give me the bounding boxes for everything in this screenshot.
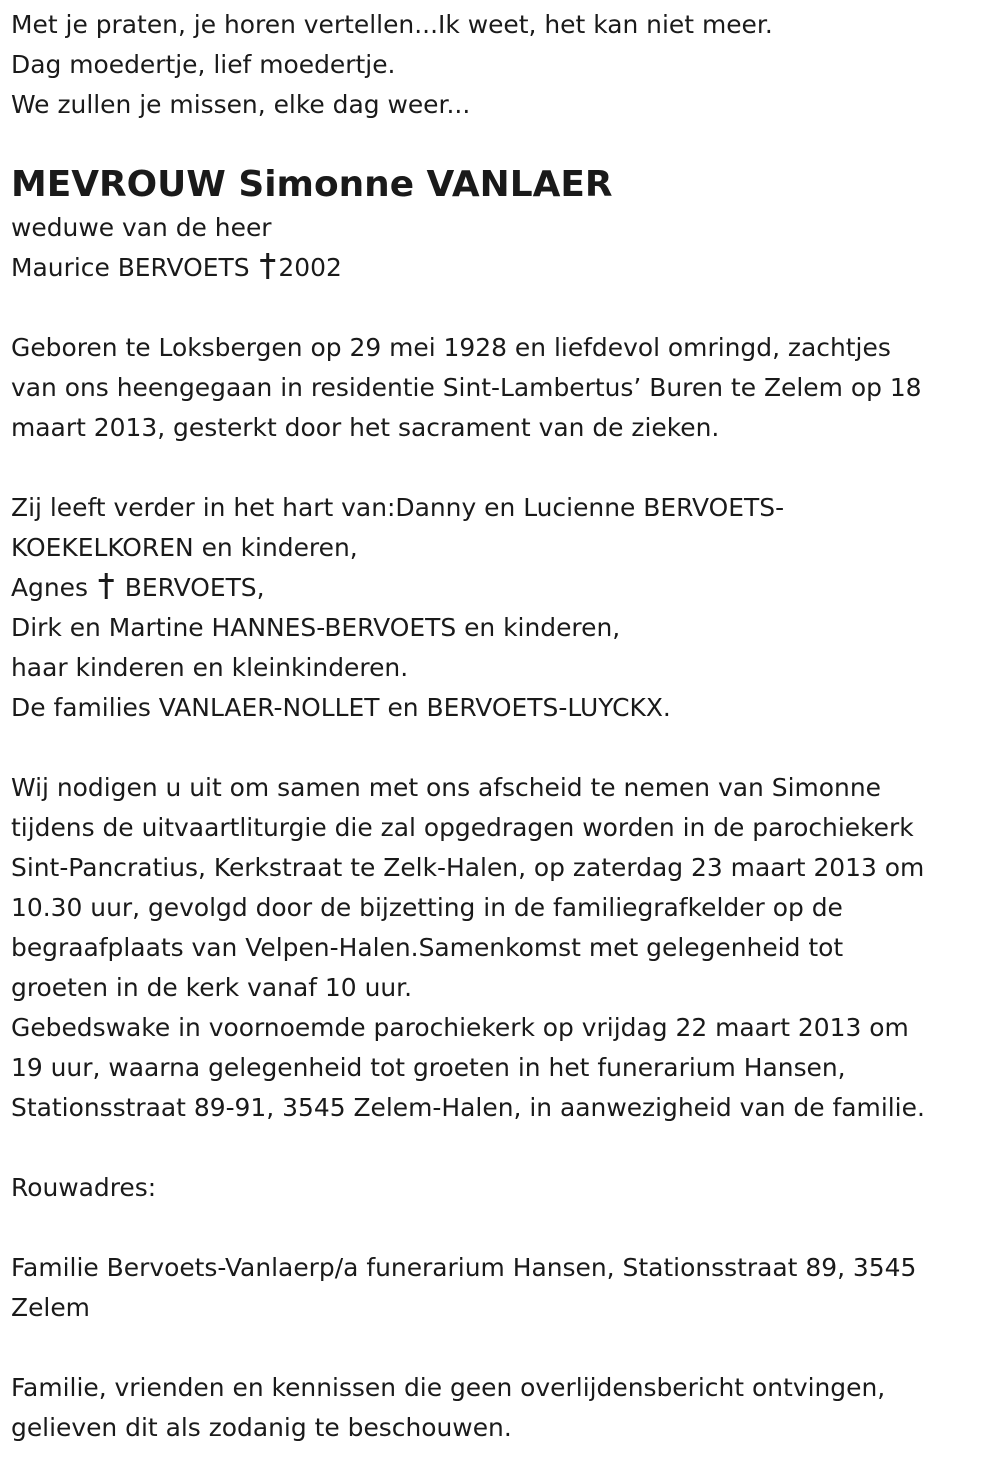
invitation-line: 10.30 uur, gevolgd door de bijzetting in de familiegrafkelder op de (11, 893, 843, 922)
invitation-line: Wij nodigen u uit om samen met ons afscheid te nemen van Simonne (11, 773, 881, 802)
cross-icon (98, 573, 114, 599)
spacer (11, 288, 996, 328)
rouwadres-line: Zelem (11, 1293, 90, 1322)
agnes-first-name: Agnes (11, 573, 89, 602)
poem-line: Met je praten, je horen vertellen...Ik weet, het kan niet meer. (11, 10, 773, 39)
invitation-line: tijdens de uitvaartliturgie die zal opgedragen worden in de parochiekerk (11, 813, 914, 842)
survivors-line: De families VANLAER-NOLLET en BERVOETS-LUYCKX. (11, 693, 671, 722)
spouse-name: Maurice BERVOETS (11, 253, 250, 282)
survivors-line: Zij leeft verder in het hart van:Danny en Lucienne BERVOETS- (11, 493, 785, 522)
invitation-line: groeten in de kerk vanaf 10 uur. (11, 973, 413, 1002)
invitation-line: Stationsstraat 89-91, 3545 Zelem-Halen, in aanwezigheid van de familie. (11, 1093, 925, 1122)
rouwadres-line: Familie Bervoets-Vanlaerp/a funerarium Hansen, Stationsstraat 89, 3545 (11, 1253, 917, 1282)
agnes-last-name: BERVOETS, (124, 573, 265, 602)
invitation-line: Sint-Pancratius, Kerkstraat te Zelk-Halen, op zaterdag 23 maart 2013 om (11, 853, 925, 882)
birth-death-line: maart 2013, gesterkt door het sacrament van de zieken. (11, 413, 720, 442)
poem-line: We zullen je missen, elke dag weer... (11, 90, 471, 119)
survivors-line-agnes (11, 568, 993, 608)
invitation-line: begraafplaats van Velpen-Halen.Samenkomst met gelegenheid tot (11, 933, 844, 962)
survivors-line: Dirk en Martine HANNES-BERVOETS en kinderen, (11, 613, 621, 642)
survivors-line: haar kinderen en kleinkinderen. (11, 653, 409, 682)
spouse-intro: weduwe van de heer (11, 213, 272, 242)
cross-icon (259, 253, 275, 279)
spacer (11, 728, 996, 768)
invitation-line: 19 uur, waarna gelegenheid tot groeten in het funerarium Hansen, (11, 1053, 846, 1082)
spacer (11, 448, 996, 488)
spouse-death-year: 2002 (278, 253, 342, 282)
survivors-line: KOEKELKOREN en kinderen, (11, 533, 358, 562)
rouwadres-label: Rouwadres: (11, 1173, 157, 1202)
spacer (11, 1328, 996, 1368)
birth-death-line: van ons heengegaan in residentie Sint-Lambertus’ Buren te Zelem op 18 (11, 373, 922, 402)
deceased-name: MEVROUW Simonne VANLAER (11, 164, 613, 205)
spouse-line (11, 248, 993, 288)
poem-line: Dag moedertje, lief moedertje. (11, 50, 396, 79)
closing-line: gelieven dit als zodanig te beschouwen. (11, 1413, 512, 1442)
spacer (11, 1128, 996, 1168)
spacer (11, 1208, 996, 1248)
closing-line: Familie, vrienden en kennissen die geen overlijdensbericht ontvingen, (11, 1373, 886, 1402)
invitation-line: Gebedswake in voornoemde parochiekerk op vrijdag 22 maart 2013 om (11, 1013, 909, 1042)
birth-death-line: Geboren te Loksbergen op 29 mei 1928 en liefdevol omringd, zachtjes (11, 333, 891, 362)
obituary-text (11, 5, 996, 1448)
